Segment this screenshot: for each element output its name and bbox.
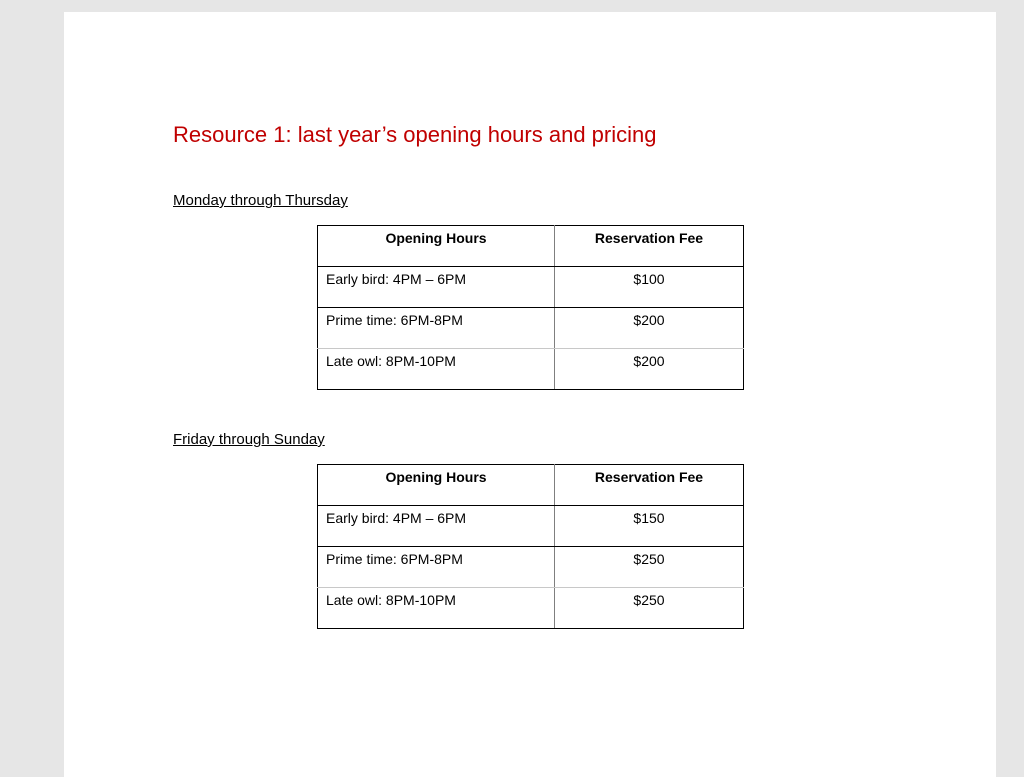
document-page	[64, 12, 996, 777]
section-heading-weekend: Friday through Sunday	[173, 431, 325, 448]
table-row	[318, 349, 744, 390]
pricing-table-weekend	[317, 464, 744, 629]
opening-hours-cell: Prime time: 6PM-8PM	[318, 547, 555, 588]
table-row	[318, 506, 744, 547]
opening-hours-cell: Prime time: 6PM-8PM	[318, 308, 555, 349]
reservation-fee-cell: $200	[555, 349, 744, 390]
pricing-table-weekdays	[317, 225, 744, 390]
column-header-opening-hours: Opening Hours	[318, 226, 555, 267]
reservation-fee-cell: $250	[555, 547, 744, 588]
reservation-fee-cell: $200	[555, 308, 744, 349]
opening-hours-cell: Early bird: 4PM – 6PM	[318, 506, 555, 547]
table-header-row	[318, 226, 744, 267]
opening-hours-cell: Late owl: 8PM-10PM	[318, 349, 555, 390]
table-row	[318, 547, 744, 588]
column-header-reservation-fee: Reservation Fee	[555, 465, 744, 506]
table-row	[318, 308, 744, 349]
reservation-fee-cell: $150	[555, 506, 744, 547]
opening-hours-cell: Late owl: 8PM-10PM	[318, 588, 555, 629]
section-heading-weekdays: Monday through Thursday	[173, 192, 348, 209]
document-title: Resource 1: last year’s opening hours and pricing	[173, 122, 657, 147]
column-header-reservation-fee: Reservation Fee	[555, 226, 744, 267]
reservation-fee-cell: $100	[555, 267, 744, 308]
table-row	[318, 588, 744, 629]
column-header-opening-hours: Opening Hours	[318, 465, 555, 506]
table-header-row	[318, 465, 744, 506]
opening-hours-cell: Early bird: 4PM – 6PM	[318, 267, 555, 308]
table-row	[318, 267, 744, 308]
reservation-fee-cell: $250	[555, 588, 744, 629]
